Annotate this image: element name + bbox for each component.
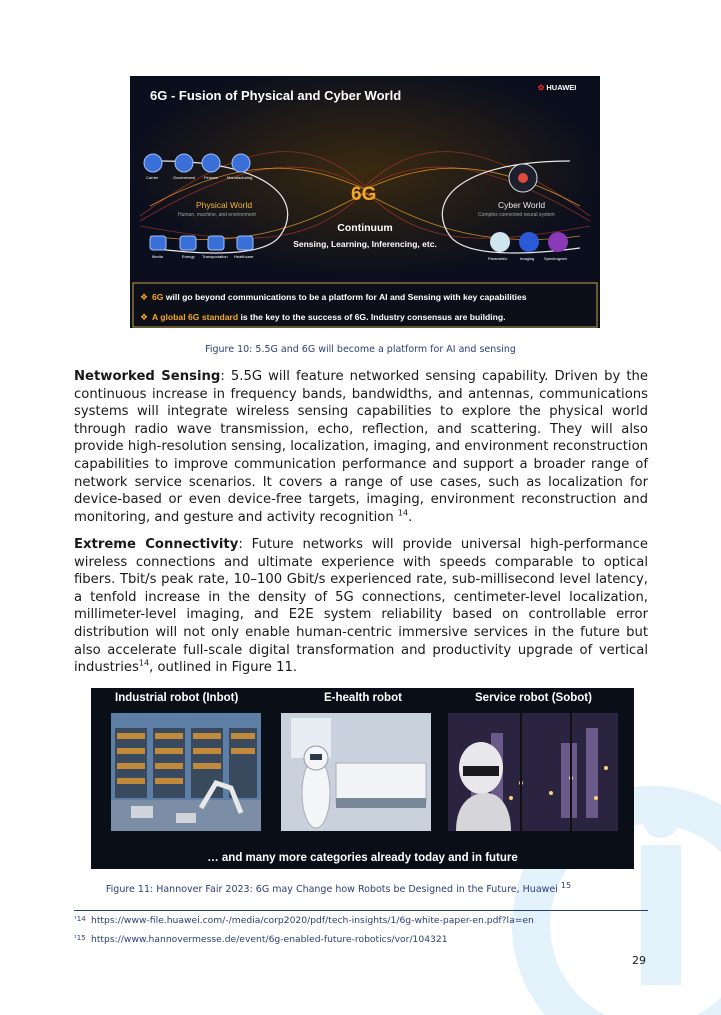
robots-footer-text: … and many more categories already today and in future <box>207 852 518 864</box>
bullet-1 <box>152 292 527 302</box>
cyber-world-subtitle: Complex connected neural system <box>478 212 555 218</box>
extreme-connectivity-text: : Future networks will provide universal high-performance wireless connections and ultimate experience with speeds comparable to optical fibers. Tbit/s peak rate, 10–100 Gbit/s experienced rate, sub-millisecond level latency, a tenfold increase in the density of 5G connections, centimeter-level localization, millimeter-level imaging, and E2E system reliability based on controllable error distribution will not only enable human-centric immersive services in the future but also accelerate full-scale digital transformation and productivity upgrade of vertical industries <box>74 537 648 676</box>
center-6g-label: 6G <box>351 184 377 205</box>
bullet-2 <box>152 312 506 322</box>
footnote-14-mark: ¹14 <box>74 915 86 923</box>
svg-text:❖: ❖ <box>140 293 149 303</box>
icon-label-government: Government <box>173 175 196 180</box>
continuum-label: Continuum <box>337 222 393 234</box>
icon-label-parametric: Parametric <box>488 256 508 261</box>
page-number: 29 <box>632 954 646 967</box>
figure-11-caption <box>0 880 699 895</box>
figure-robots <box>91 688 634 869</box>
footnote-15 <box>74 934 448 945</box>
robot-title-ehealth: E-health robot <box>324 692 402 704</box>
footnote-15-mark: ¹15 <box>74 934 86 942</box>
extreme-connectivity-heading: Extreme Connectivity <box>74 537 239 552</box>
figure-6g-fusion <box>130 76 600 328</box>
bullet-1-highlight: 6G <box>152 292 164 302</box>
icon-label-finance: Finance <box>204 175 219 180</box>
para1-end: . <box>408 509 413 525</box>
robot-title-service: Service robot (Sobot) <box>475 692 592 704</box>
footnote-14-link[interactable]: https://www-file.huawei.com/-/media/corp2020/pdf/tech-insights/1/6g-white-paper-en.pdf?la=en <box>91 915 534 926</box>
bullet-1-text: will go beyond communications to be a platform for AI and Sensing with key capabilities <box>163 292 527 302</box>
footnote-14 <box>74 915 534 926</box>
ref-15: 15 <box>560 880 572 890</box>
footnote-15-link[interactable]: https://www.hannovermesse.de/event/6g-enabled-future-robotics/vor/104321 <box>91 934 448 945</box>
networked-sensing-paragraph <box>74 368 648 526</box>
figure-title: 6G - Fusion of Physical and Cyber World <box>150 88 402 103</box>
continuum-sub: Sensing, Learning, Inferencing, etc. <box>293 239 437 249</box>
cyber-world-title: Cyber World <box>498 200 546 210</box>
para2-end: , outlined in Figure 11. <box>149 660 298 676</box>
footnote-divider <box>74 910 648 911</box>
robots-graphic <box>91 688 634 869</box>
huawei-logo: ✿ HUAWEI <box>538 83 577 92</box>
figure-11-caption-text: Figure 11: Hannover Fair 2023: 6G may Change how Robots be Designed in the Future, Huawei <box>105 884 561 895</box>
physical-world-title: Physical World <box>196 200 253 210</box>
physical-world-subtitle: Human, machine, and environment <box>178 212 256 218</box>
svg-text:❖: ❖ <box>140 313 149 323</box>
robot-title-industrial: Industrial robot (Inbot) <box>115 692 239 704</box>
icon-label-carrier: Carrier <box>146 175 159 180</box>
extreme-connectivity-paragraph <box>74 536 648 677</box>
icon-label-spectrogram: Spectrogram <box>544 256 567 261</box>
networked-sensing-heading: Networked Sensing <box>74 369 221 384</box>
ref-14: 14 <box>397 508 409 518</box>
bullet-2-highlight: A global 6G standard <box>152 312 239 322</box>
icon-label-transportation: Transportation <box>202 254 228 259</box>
icon-label-imaging: Imaging <box>520 256 535 261</box>
bullet-2-text: is the key to the success of 6G. Industry consensus are building. <box>238 312 506 322</box>
icon-label-manufacturing: Manufacturing <box>227 175 253 180</box>
icon-label-media: Media <box>152 254 163 259</box>
figure-10-caption: Figure 10: 5.5G and 6G will become a platform for AI and sensing <box>205 344 516 355</box>
icon-label-energy: Energy <box>182 254 195 259</box>
networked-sensing-text: : 5.5G will feature networked sensing capability. Driven by the continuous increase in frequency bands, bandwidths, and antennas, communications systems will integrate wireless sensing capabilities to explore the physical world through radio wave transmission, echo, reflection, and scattering. They will also provide high-resolution sensing, localization, imaging, and environment reconstruction capabilities to improve communication performance and support a broader range of network service scenarios. It covers a range of use cases, such as localization for device-based or even device-free targets, imaging, environment reconstruction and monitoring, and gesture and activity recognition <box>74 369 648 525</box>
ref-14-b: 14 <box>138 658 150 668</box>
icon-label-healthcare: Healthcare <box>234 254 254 259</box>
brand-text: HUAWEI <box>546 83 577 92</box>
